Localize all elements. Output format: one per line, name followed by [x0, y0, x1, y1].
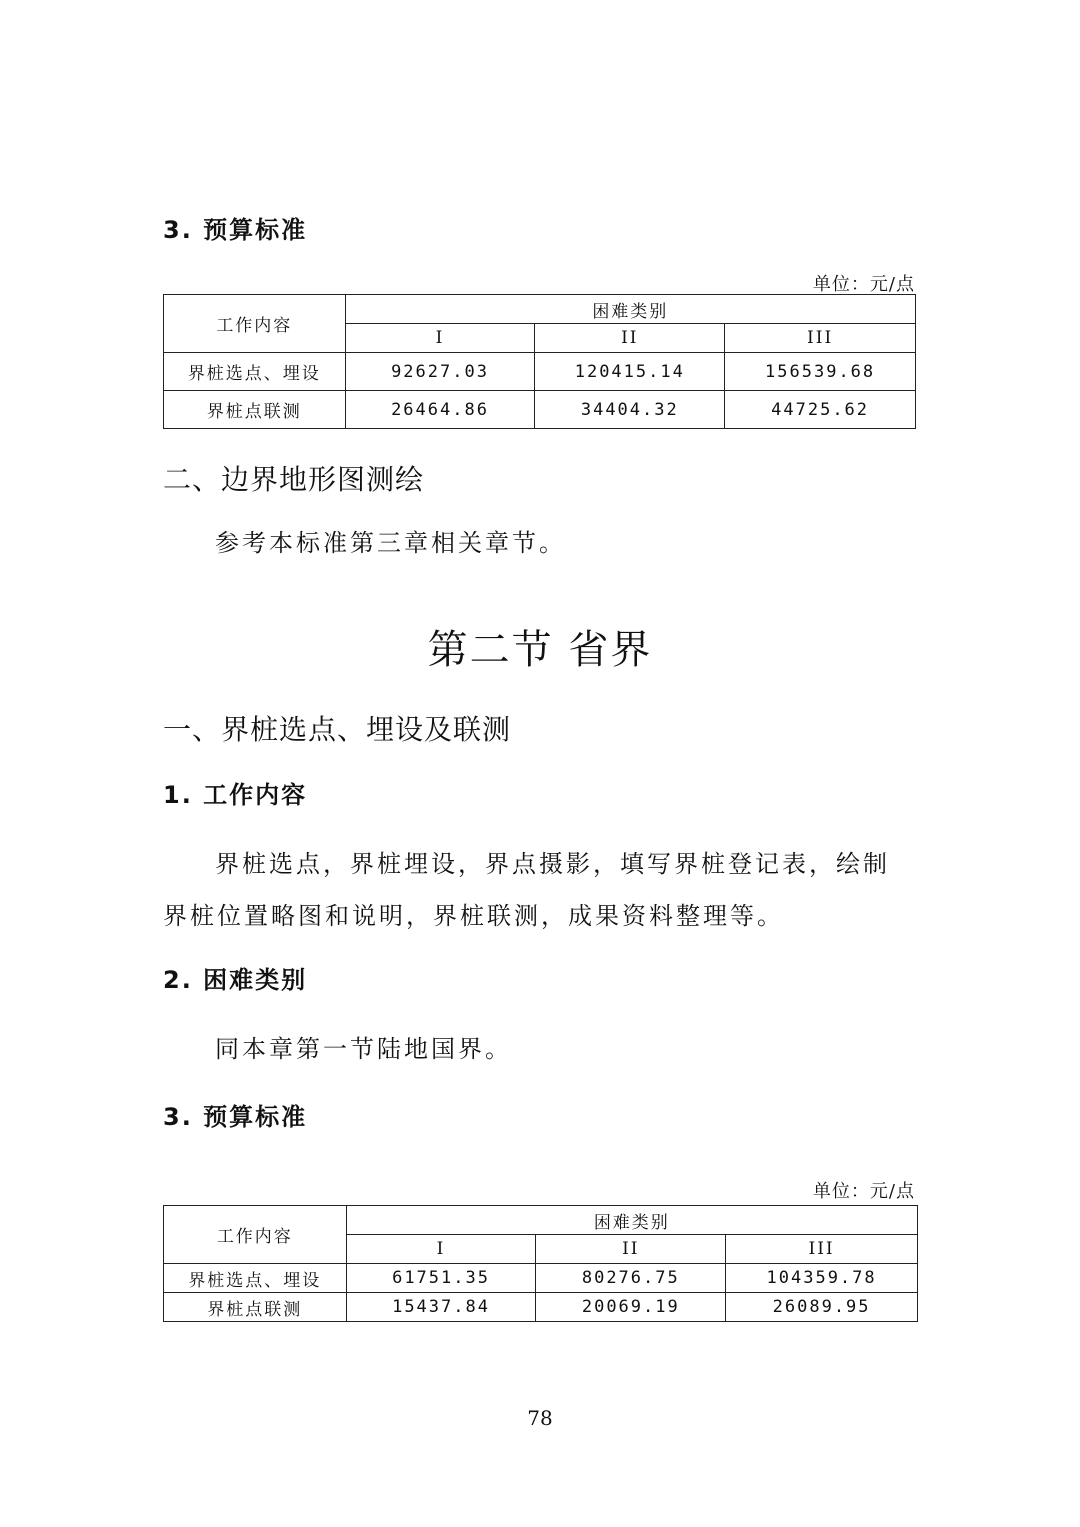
- row-label: 界桩点联测: [164, 391, 346, 429]
- budget-table-2: [163, 1205, 918, 1322]
- row-label: 界桩选点、埋设: [164, 353, 346, 391]
- cell-value: 26464.86: [345, 391, 535, 429]
- row-label: 界桩点联测: [164, 1293, 347, 1322]
- table-group-header: 困难类别: [346, 1206, 917, 1235]
- level-header: III: [725, 324, 916, 353]
- table-row: [164, 391, 916, 429]
- table-col-header: 工作内容: [164, 295, 346, 353]
- cell-value: 44725.62: [725, 391, 916, 429]
- section-heading-3: 一、界桩选点、埋设及联测: [163, 713, 512, 746]
- cell-value: 120415.14: [535, 353, 725, 391]
- level-header: I: [346, 1235, 536, 1264]
- level-header: III: [726, 1235, 918, 1264]
- cell-value: 20069.19: [536, 1293, 726, 1322]
- cell-value: 34404.32: [535, 391, 725, 429]
- difficulty-heading: 2. 困难类别: [163, 966, 308, 994]
- cell-value: 26089.95: [726, 1293, 918, 1322]
- work-content-heading: 1. 工作内容: [163, 781, 308, 809]
- level-header: II: [535, 324, 725, 353]
- chapter-title: 第二节 省界: [427, 627, 653, 673]
- table-col-header: 工作内容: [164, 1206, 347, 1264]
- row-label: 界桩选点、埋设: [164, 1264, 347, 1293]
- cell-value: 15437.84: [346, 1293, 536, 1322]
- table-row: [164, 353, 916, 391]
- budget-table-1: [163, 294, 916, 429]
- cell-value: 61751.35: [346, 1264, 536, 1293]
- level-header: II: [536, 1235, 726, 1264]
- table-group-header: 困难类别: [345, 295, 915, 324]
- difficulty-text: 同本章第一节陆地国界。: [215, 1035, 512, 1063]
- unit-label-1: 单位：元/点: [812, 274, 915, 295]
- budget-heading-2: 3. 预算标准: [163, 1103, 308, 1131]
- budget-heading-1: 3. 预算标准: [163, 216, 308, 244]
- page-number: 78: [527, 1406, 553, 1430]
- table-row: [164, 1293, 918, 1322]
- section2-text: 参考本标准第三章相关章节。: [215, 529, 566, 557]
- level-header: I: [345, 324, 535, 353]
- cell-value: 104359.78: [726, 1264, 918, 1293]
- cell-value: 156539.68: [725, 353, 916, 391]
- cell-value: 80276.75: [536, 1264, 726, 1293]
- section-heading-2: 二、边界地形图测绘: [163, 463, 425, 496]
- cell-value: 92627.03: [345, 353, 535, 391]
- work-content-text: 界桩选点，界桩埋设，界点摄影，填写界桩登记表，绘制界桩位置略图和说明，界桩联测，成果资料整理等。: [163, 850, 890, 930]
- table-row: [164, 1264, 918, 1293]
- unit-label-2: 单位：元/点: [812, 1181, 915, 1202]
